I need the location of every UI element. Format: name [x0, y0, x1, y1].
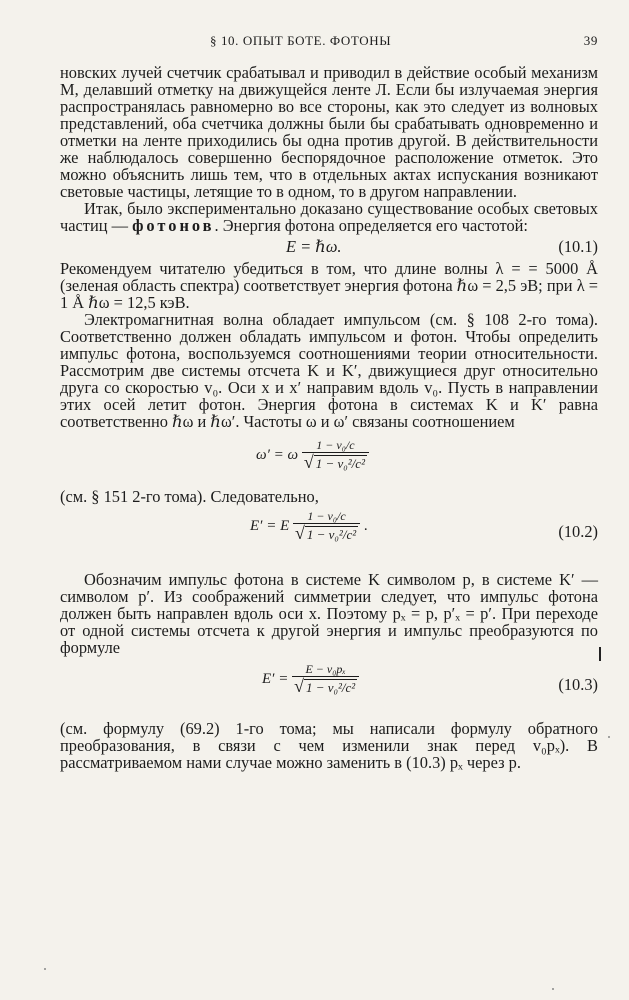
photon-term: фотонов	[132, 216, 215, 235]
scan-speck	[552, 988, 554, 990]
equation-10-3-denominator: 1 − v₀²/c²	[305, 680, 356, 695]
equation-10-3-lhs: E′ =	[262, 670, 289, 687]
equation-10-3-numerator: E − v₀pₓ	[305, 662, 346, 676]
equation-10-2-body	[250, 509, 368, 544]
margin-mark	[599, 647, 601, 661]
sqrt-sign: √	[303, 452, 314, 472]
page-number: 39	[583, 33, 598, 48]
equation-10-1-formula: E = ℏω.	[286, 237, 342, 256]
equation-omega-lhs: ω′ = ω	[256, 446, 299, 463]
equation-10-3-denominator-wrap	[292, 676, 359, 697]
equation-10-2-numerator: 1 − v₀/c	[307, 509, 346, 523]
equation-10-3-number: (10.3)	[558, 675, 598, 694]
paragraph-7: (см. формулу (69.2) 1-го тома; мы написали формулу обратного преобразования, в связи с чем изменили знак перед v₀pₓ). В рассматриваемом нами случае можно заменить в (10.3) pₓ через p.	[60, 719, 598, 772]
equation-10-3	[60, 656, 598, 714]
paragraph-2	[60, 200, 598, 234]
scan-speck	[608, 736, 610, 738]
scan-speck	[44, 968, 46, 970]
equation-10-1	[60, 234, 598, 260]
equation-10-2-number: (10.2)	[558, 522, 598, 541]
paragraph-2-end: . Энергия фотона определяется его частотой:	[214, 216, 528, 235]
equation-10-2-lhs: E′ = E	[250, 517, 290, 534]
paragraph-3: Рекомендуем читателю убедиться в том, что длине волны λ = = 5000 Å (зеленая область спектра) соответствует энергия фотона ℏω = 2,5 эВ; при λ = 1 Å ℏω = 12,5 кэВ.	[60, 259, 598, 312]
running-head	[60, 33, 598, 51]
paragraph-2-start: Итак, было экспериментально доказано существование особых световых частиц —	[60, 199, 598, 235]
equation-omega-denominator: 1 − v₀²/c²	[315, 456, 365, 471]
equation-omega-numerator: 1 − v₀/c	[316, 438, 355, 452]
equation-omega	[60, 430, 598, 488]
equation-10-2-fraction	[293, 509, 360, 544]
equation-omega-fraction	[302, 438, 369, 473]
equation-10-2-tail: .	[363, 517, 368, 534]
sqrt-sign: √	[294, 523, 305, 543]
equation-10-2	[60, 505, 598, 561]
paragraph-5: (см. § 151 2-го тома). Следовательно,	[60, 487, 319, 506]
equation-omega-body	[256, 438, 369, 473]
section-title: § 10. ОПЫТ БОТЕ. ФОТОНЫ	[210, 33, 392, 48]
paragraph-1: новских лучей счетчик срабатывал и приводил в действие особый механизм М, делавший отметку на движущейся ленте Л. Если бы излучаемая энергия распространялась равномерно во все стороны, как это следует из волновых представлений, оба счетчика должны были бы срабатывать одновременно и отметки на ленте приходились бы одна против другой. В действительности же наблюдалось совершенно беспорядочное расположение отметок. Это можно объяснить лишь тем, что в отдельных актах испускания возникают световые частицы, летящие то в одном, то в другом направлении.	[60, 63, 598, 201]
equation-10-2-denominator: 1 − v₀²/c²	[306, 527, 357, 542]
sqrt-sign: √	[294, 676, 304, 696]
equation-10-1-number: (10.1)	[558, 237, 598, 256]
equation-10-2-denominator-wrap	[293, 523, 360, 544]
body-text	[60, 64, 598, 771]
equation-10-3-body	[262, 662, 359, 697]
equation-omega-denominator-wrap	[302, 452, 369, 473]
equation-10-3-fraction	[292, 662, 359, 697]
paragraph-6: Обозначим импульс фотона в системе K символом p, в системе K′ — символом p′. Из соображений симметрии следует, что импульс фотона должен быть направлен вдоль оси x. Поэтому pₓ = p, p′ₓ = p′. При переходе от одной системы отсчета к другой энергия и импульс преобразуются по формуле	[60, 570, 598, 657]
paragraph-4: Электромагнитная волна обладает импульсом (см. § 108 2-го тома). Соответственно должен обладать импульсом и фотон. Чтобы определить импульс фотона, воспользуемся соотношениями теории относительности. Рассмотрим две системы отсчета K и K′, движущиеся друг относительно друга со скоростью v₀. Оси x и x′ направим вдоль v₀. Пусть в направлении этих осей летит фотон. Энергия фотона в системах K и K′ равна соответственно ℏω и ℏω′. Частоты ω и ω′ связаны соотношением	[60, 310, 598, 431]
